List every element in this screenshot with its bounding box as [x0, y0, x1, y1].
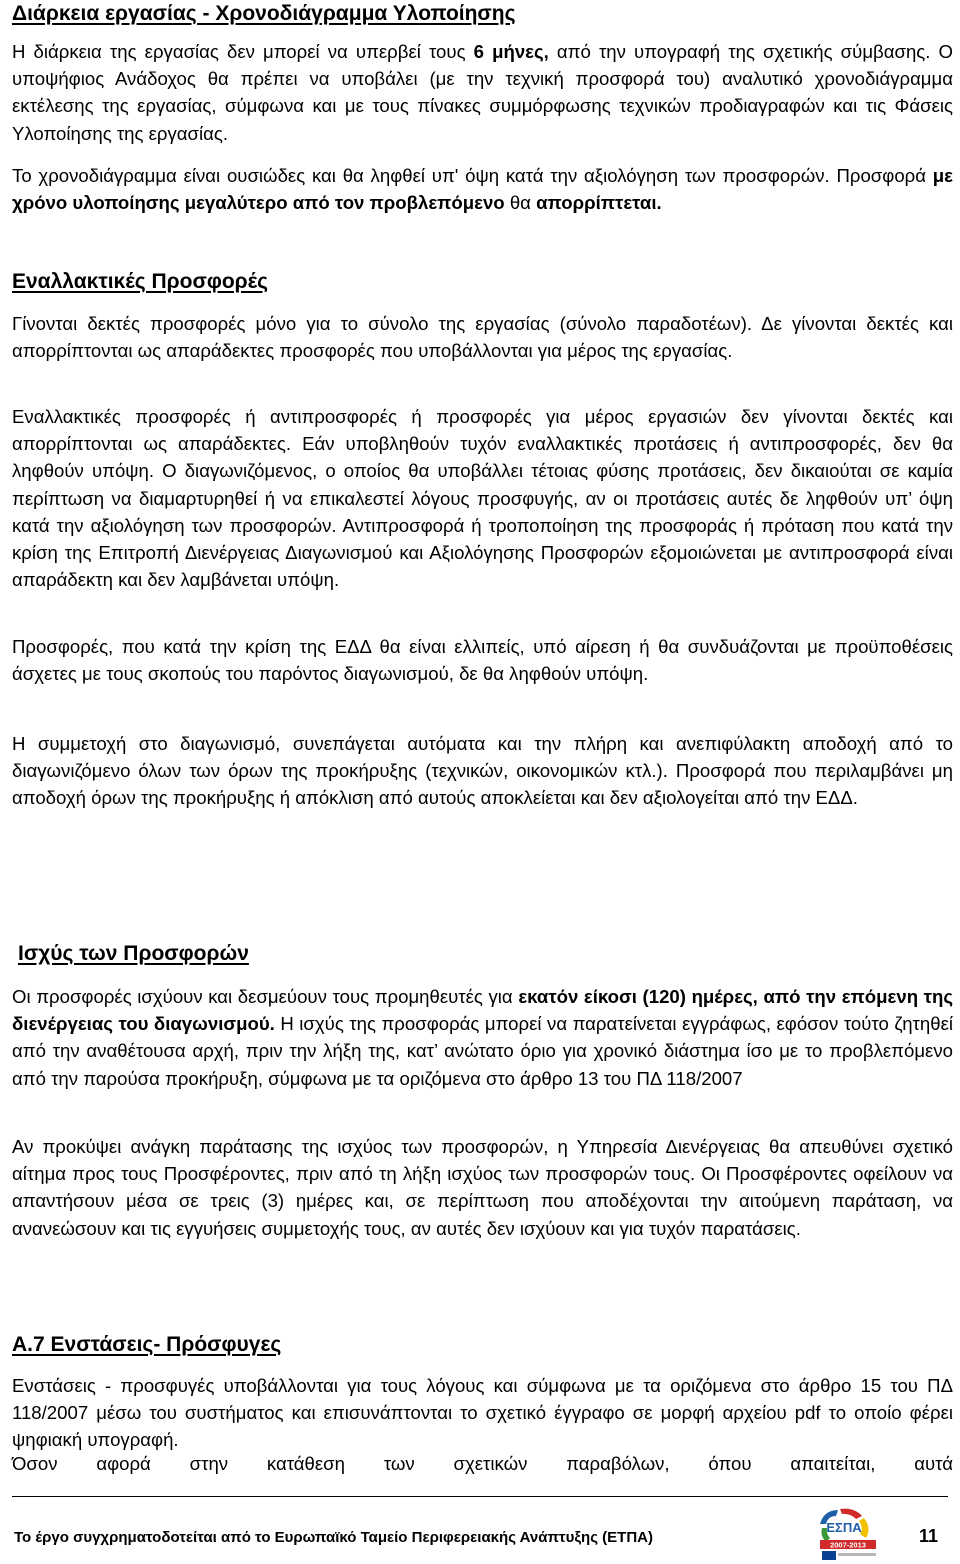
paragraph-text: Όσον αφορά στην κατάθεση των σχετικών παραβόλων, όπου απαιτείται, αυτά	[12, 1453, 953, 1474]
eu-flag-icon	[822, 1551, 836, 1560]
heading-alternative-offers: Εναλλακτικές Προσφορές	[12, 270, 269, 293]
logo-caption-bar	[838, 1553, 876, 1556]
espa-wordmark: ΕΣΠΑ	[826, 1520, 862, 1535]
paragraph-text: Γίνονται δεκτές προσφορές μόνο για το σύνολο της εργασίας (σύνολο παραδοτέων). Δε γίνονται δεκτές και απορρίπτονται ως απαράδεκτες προσφορές που υποβάλλονται για μέρος της εργασίας.	[12, 313, 953, 362]
paragraph-text: Εναλλακτικές προσφορές ή αντιπροσφορές ή προσφορές για μέρος εργασιών δεν γίνονται δεκτές και απορρίπτονται ως απαράδεκτες. Εάν υποβληθούν τυχόν εναλλακτικές προτάσεις ή αντιπροσφορές, δεν θα ληφθούν υπόψη. Ο διαγωνιζόμενος, ο οποίος θα υποβάλλει τέτοιας φύσης προτάσεις, δεν δικαιούται σε καμία περίπτωση να διαμαρτυρηθεί ή να επικαλεστεί λόγους προσφυγής, αν οι προτάσεις αυτές δε ληφθούν υπ’ όψη κατά την αξιολόγηση των προσφορών. Αντιπροσφορά ή τροποποίηση της προσφοράς ή πρόταση που κατά την κρίση της Επιτροπή Διενέργειας Διαγωνισμού και Αξιολόγησης Προσφορών εξομοιώνεται με αντιπροσφορά είναι απαράδεκτη και δεν λαμβάνεται υπόψη.	[12, 406, 953, 591]
paragraph-text: Ενστάσεις - προσφυγές υποβάλλονται για τους λόγους και σύμφωνα με τα οριζόμενα στο άρθρο 15 του ΠΔ 118/2007 μέσω του συστήματος και επισυνάπτονται το σχετικό έγγραφο σε μορφή αρχείου pdf το οποίο φέρει ψηφιακή υπογραφή.	[12, 1375, 953, 1451]
page-footer	[12, 1496, 948, 1562]
espa-logo	[814, 1504, 882, 1560]
paragraph-text: Η συμμετοχή στο διαγωνισμό, συνεπάγεται αυτόματα και την πλήρη και ανεπιφύλακτη αποδοχή από το διαγωνιζόμενο όλων των όρων της προκήρυξης (τεχνικών, οικονομικών κτλ.). Προσφορά που περιλαμβάνει μη αποδοχή όρων της προκήρυξης ή απόκλιση από αυτούς αποκλείεται και δεν αξιολογείται από την ΕΔΔ.	[12, 733, 953, 809]
duration-paragraph-2	[12, 162, 953, 216]
paragraph-text: Προσφορές, που κατά την κρίση της ΕΔΔ θα είναι ελλιπείς, υπό αίρεση ή θα συνδυάζονται με προϋποθέσεις άσχετες με τους σκοπούς του παρόντος διαγωνισμού, δε θα ληφθούν υπόψη.	[12, 636, 953, 685]
heading-objections: Α.7 Ενστάσεις- Πρόσφυγες	[12, 1333, 282, 1356]
duration-paragraph-1	[12, 38, 953, 147]
validity-paragraph-1	[12, 983, 953, 1092]
page-number: 11	[918, 1526, 938, 1546]
text-run-bold: απορρίπτεται.	[536, 192, 662, 214]
text-run: Η ισχύς της προσφοράς μπορεί να παρατείνεται εγγράφως, εφόσον τούτο ζητηθεί από την αναθέτουσα αρχή, πριν την λήξη της, κατ’ ανώτατο όριο για χρονικό διάστημα ίσο με το προβλεπόμενο από την παρούσα προκήρυξη, σύμφωνα με τα οριζόμενα στο άρθρο 13 του ΠΔ 118/2007	[12, 1013, 954, 1089]
alternatives-paragraph-4	[12, 730, 953, 812]
text-run-bold: εκατόν είκοσι (120) ημέρες, από την επόμενη της διενέργειας του διαγωνισμού.	[12, 986, 953, 1035]
heading-duration: Διάρκεια εργασίας - Χρονοδιάγραμμα Υλοποίησης	[12, 2, 516, 25]
espa-years: 2007-2013	[830, 1540, 866, 1550]
text-run: Το χρονοδιάγραμμα είναι ουσιώδες και θα ληφθεί υπ' όψη κατά την αξιολόγηση των προσφορών. Προσφορά	[12, 165, 933, 186]
objections-paragraph-2	[12, 1450, 953, 1477]
text-run-bold: 6 μήνες,	[473, 41, 549, 62]
alternatives-paragraph-3	[12, 633, 953, 687]
paragraph-text: Αν προκύψει ανάγκη παράτασης της ισχύος των προσφορών, η Υπηρεσία Διενέργειας θα απευθύνει σχετικό αίτημα προς τους Προσφέροντες, πριν από τη λήξη ισχύος των προσφορών τους. Οι Προσφέροντες οφείλουν να απαντήσουν μέσα σε τρεις (3) ημέρες και, σε περίπτωση που αποδέχονται την αιτούμενη παράταση, να ανανεώσουν και τις εγγυήσεις συμμετοχής τους, αν αυτές δεν ισχύουν και για τυχόν παρατάσεις.	[12, 1136, 953, 1239]
footer-divider	[12, 1496, 948, 1497]
alternatives-paragraph-1	[12, 310, 953, 364]
text-run: θα	[504, 192, 537, 214]
footer-funding-text: Το έργο συγχρηματοδοτείται από το Ευρωπαϊκό Ταμείο Περιφερειακής Ανάπτυξης (ΕΤΠΑ)	[14, 1529, 653, 1546]
alternatives-paragraph-2	[12, 403, 953, 593]
heading-offer-validity: Ισχύς των Προσφορών	[18, 942, 249, 965]
validity-paragraph-2	[12, 1133, 953, 1242]
text-run: Η διάρκεια της εργασίας δεν μπορεί να υπερβεί τους	[12, 41, 474, 62]
text-run: από την υπογραφή της σχετικής σύμβασης. Ο υποψήφιος Ανάδοχος θα πρέπει να υποβάλει (με την τεχνική προσφορά του) αναλυτικό χρονοδιάγραμμα εκτέλεσης της εργασίας, σύμφωνα και με τους πίνακες συμμόρφωσης τεχνικών προδιαγραφών και τις Φάσεις Υλοποίησης της εργασίας.	[12, 41, 953, 144]
objections-paragraph-1	[12, 1372, 953, 1454]
text-run: Οι προσφορές ισχύουν και δεσμεύουν τους προμηθευτές για	[12, 986, 519, 1007]
text-run-bold: με χρόνο υλοποίησης μεγαλύτερο από τον προβλεπόμενο	[12, 165, 953, 214]
